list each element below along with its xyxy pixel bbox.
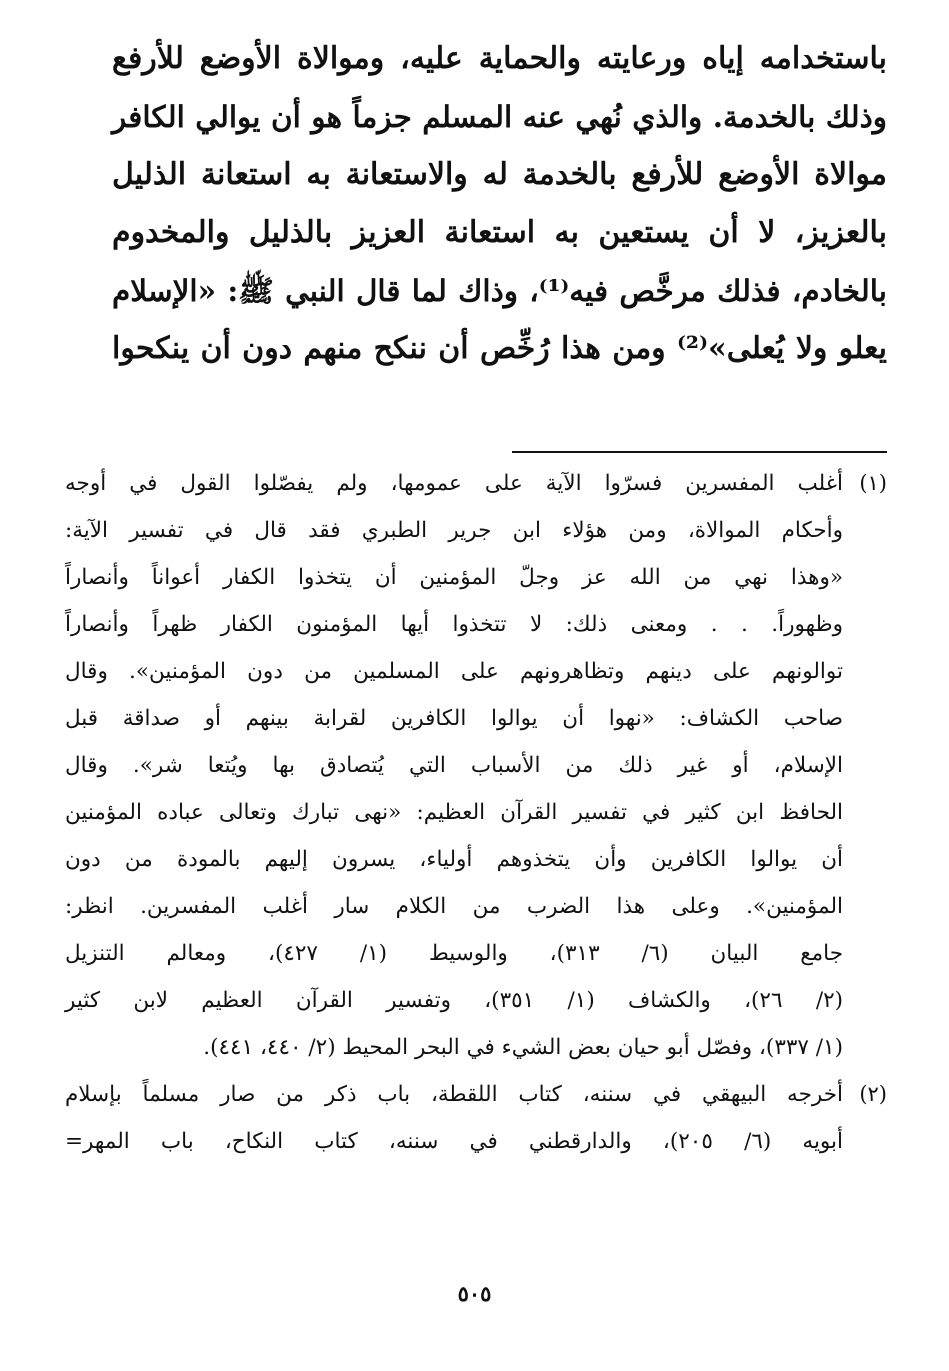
footnote-line: توالونهم على دينهم وتظاهرونهم على المسلمين من دون المؤمنين». وقال [65, 659, 843, 684]
footnote-number: (٢) [859, 1082, 887, 1106]
footnote-number: (١) [859, 471, 887, 495]
footnote-line: الحافظ ابن كثير في تفسير القرآن العظيم: «نهى تبارك وتعالى عباده المؤمنين [65, 800, 843, 825]
main-text-line: بالعزيز، لا أن يستعين به استعانة العزيز بالذليل والمخدوم [112, 215, 887, 250]
main-text-line: بالخادم، فذلك مرخَّص فيه⁽¹⁾، وذاك لما قال النبي ﷺ: «الإسلام [112, 273, 887, 308]
footnote-line: صاحب الكشاف: «نهوا أن يوالوا الكافرين لقرابة بينهم أو صداقة قبل [65, 706, 843, 731]
page-number: ٥٠٥ [457, 1281, 492, 1306]
footnote-line: (٢/ ٢٦)، والكشاف (١/ ٣٥١)، وتفسير القرآن العظيم لابن كثير [65, 988, 844, 1013]
main-text-line: يعلو ولا يُعلى»⁽²⁾ ومن هذا رُخِّص أن ننكح منهم دون أن ينكحوا [112, 331, 887, 366]
footnote-line: «وهذا نهي من الله عز وجلّ المؤمنين أن يتخذوا الكفار أعواناً وأنصاراً [65, 565, 843, 590]
footnote-line: جامع البيان (٦/ ٣١٣)، والوسيط (١/ ٤٢٧)، ومعالم التنزيل [65, 941, 843, 966]
main-text-line: وذلك بالخدمة. والذي نُهي عنه المسلم جزماً هو أن يوالي الكافر [112, 99, 887, 134]
footnote-1 [65, 460, 887, 1071]
footnote-line: أبويه (٦/ ٢٠٥)، والدارقطني في سننه، كتاب النكاح، باب المهر= [65, 1129, 843, 1154]
footnote-line: أغلب المفسرين فسرّوا الآية على عمومها، ولم يفصّلوا القول في أوجه [65, 471, 843, 496]
footnote-line: المؤمنين». وعلى هذا الضرب من الكلام سار أغلب المفسرين. انظر: [65, 894, 843, 919]
footnote-line: وأحكام الموالاة، ومن هؤلاء ابن جرير الطبري فقد قال في تفسير الآية: [65, 518, 843, 543]
main-text-line: موالاة الأوضع للأرفع بالخدمة له والاستعانة به استعانة الذليل [112, 157, 887, 192]
footnote-2 [65, 1071, 887, 1165]
footnotes-block [65, 460, 887, 1165]
footnote-line: أن يوالوا الكافرين وأن يتخذوهم أولياء، يسرون إليهم بالمودة من دون [65, 847, 843, 872]
footnote-body [65, 460, 843, 1071]
footnote-line: (١/ ٣٣٧)، وفصّل أبو حيان بعض الشيء في البحر المحيط (٢/ ٤٤٠، ٤٤١). [203, 1035, 843, 1060]
footnote-separator [512, 451, 887, 453]
footnote-line: وظهوراً. . . ومعنى ذلك: لا تتخذوا أيها المؤمنون الكفار ظهراً وأنصاراً [65, 612, 843, 637]
main-text-block [112, 30, 887, 378]
footnote-body [65, 1071, 843, 1165]
footnote-line: أخرجه البيهقي في سننه، كتاب اللقطة، باب ذكر من صار مسلماً بإسلام [65, 1082, 843, 1107]
footnote-line: الإسلام، أو غير ذلك من الأسباب التي يُتصادق بها ويُتعا شر». وقال [65, 753, 843, 778]
main-text-line: باستخدامه إياه ورعايته والحماية عليه، وموالاة الأوضع للأرفع [112, 41, 887, 76]
